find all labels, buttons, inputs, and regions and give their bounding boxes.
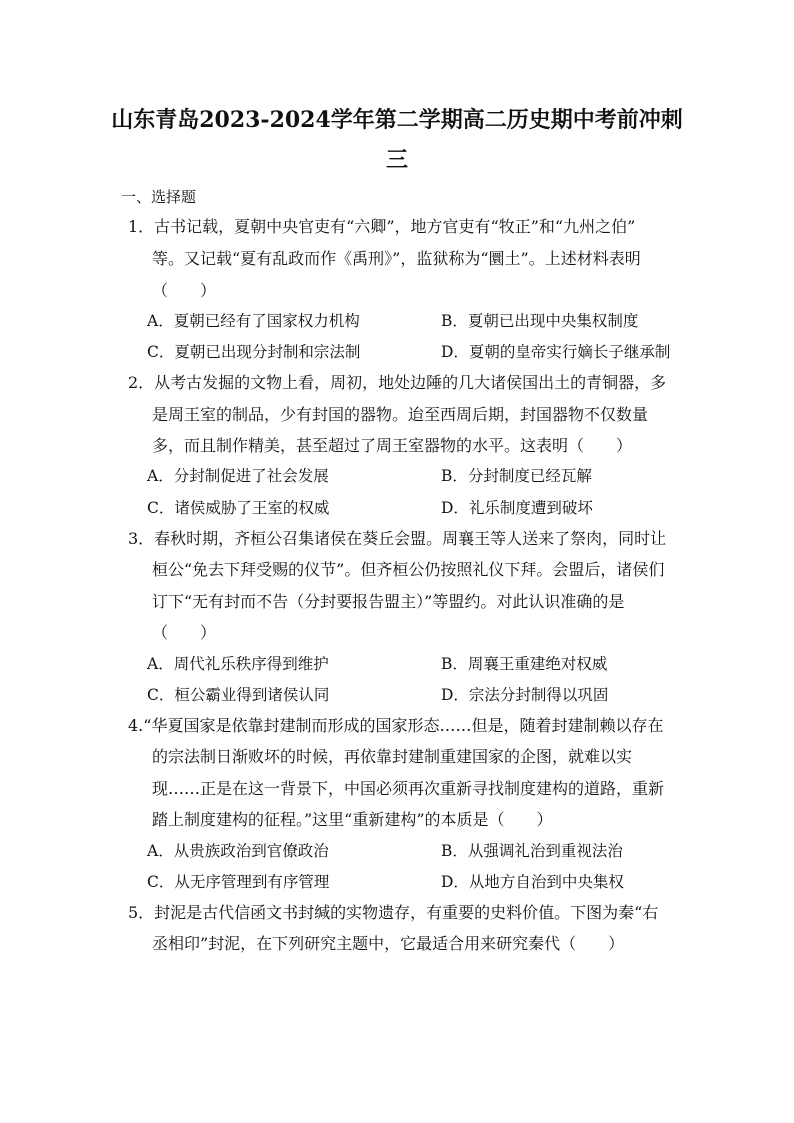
question-3-option-a[interactable]: A．周代礼乐秩序得到维护 [147,655,329,673]
document-title-line-1: 山东青岛2023-2024学年第二学期高二历史期中考前冲刺 [111,107,683,133]
question-1-option-c[interactable]: C．夏朝已出现分封制和宗法制 [147,343,361,361]
question-1-answer-blank: （ ） [152,281,217,300]
question-2-option-c[interactable]: C．诸侯威胁了王室的权威 [147,499,330,517]
question-3-option-b[interactable]: B．周襄王重建绝对权威 [441,655,608,673]
question-4-line-4: 踏上制度建构的征程。”这里“重新建构”的本质是（ ） [152,810,553,829]
question-1-line-1: 1．古书记载，夏朝中央官吏有“六卿”，地方官吏有“牧正”和“九州之伯” [128,217,636,236]
question-3-option-d[interactable]: D．宗法分封制得以巩固 [441,686,609,704]
question-1-line-2: 等。又记载“夏有乱政而作《禹刑》”，监狱称为“圜土”。上述材料表明 [152,249,641,268]
question-2-line-3: 多，而且制作精美，甚至超过了周王室器物的水平。这表明（ ） [152,436,633,455]
question-3-line-2: 桓公“免去下拜受赐的仪节”。但齐桓公仍按照礼仪下拜。会盟后，诸侯们 [152,560,665,579]
section-heading: 一、选择题 [121,188,197,206]
question-2-line-2: 是周王室的制品，少有封国的器物。迨至西周后期，封国器物不仅数量 [152,405,649,424]
question-4-option-a[interactable]: A．从贵族政治到官僚政治 [147,842,329,860]
question-4-option-d[interactable]: D．从地方自治到中央集权 [441,873,624,891]
question-4-line-2: 的宗法制日渐败坏的时候，再依靠封建制重建国家的企图，就难以实 [152,747,633,766]
question-2-option-a[interactable]: A．分封制促进了社会发展 [147,467,329,485]
question-1-option-d[interactable]: D．夏朝的皇帝实行嫡长子继承制 [441,343,671,361]
question-5-line-1: 5．封泥是古代信函文书封缄的实物遗存，有重要的史料价值。下图为秦“右 [128,903,659,922]
question-4-line-3: 现……正是在这一背景下，中国必须再次重新寻找制度建构的道路，重新 [152,779,665,798]
question-3-option-c[interactable]: C．桓公霸业得到诸侯认同 [147,686,330,704]
question-4-option-c[interactable]: C．从无序管理到有序管理 [147,873,330,891]
question-4-line-1: 4.“华夏国家是依靠封建制而形成的国家形态……但是，随着封建制赖以存在 [128,716,664,735]
question-1-option-a[interactable]: A．夏朝已经有了国家权力机构 [147,312,360,330]
question-2-option-d[interactable]: D．礼乐制度遭到破坏 [441,499,593,517]
document-title-line-2: 三 [385,147,408,173]
question-3-answer-blank: （ ） [152,623,217,642]
question-3-line-1: 3．春秋时期，齐桓公召集诸侯在葵丘会盟。周襄王等人送来了祭肉，同时让 [128,529,667,548]
question-5-line-2: 丞相印”封泥，在下列研究主题中，它最适合用来研究秦代（ ） [152,934,625,953]
question-2-option-b[interactable]: B．分封制度已经瓦解 [441,467,592,485]
question-3-line-3: 订下“无有封而不告（分封要报告盟主）”等盟约。对此认识准确的是 [152,592,625,611]
question-1-option-b[interactable]: B．夏朝已出现中央集权制度 [441,312,639,330]
question-2-line-1: 2．从考古发掘的文物上看，周初，地处边陲的几大诸侯国出土的青铜器，多 [128,373,667,392]
question-4-option-b[interactable]: B．从强调礼治到重视法治 [441,842,623,860]
